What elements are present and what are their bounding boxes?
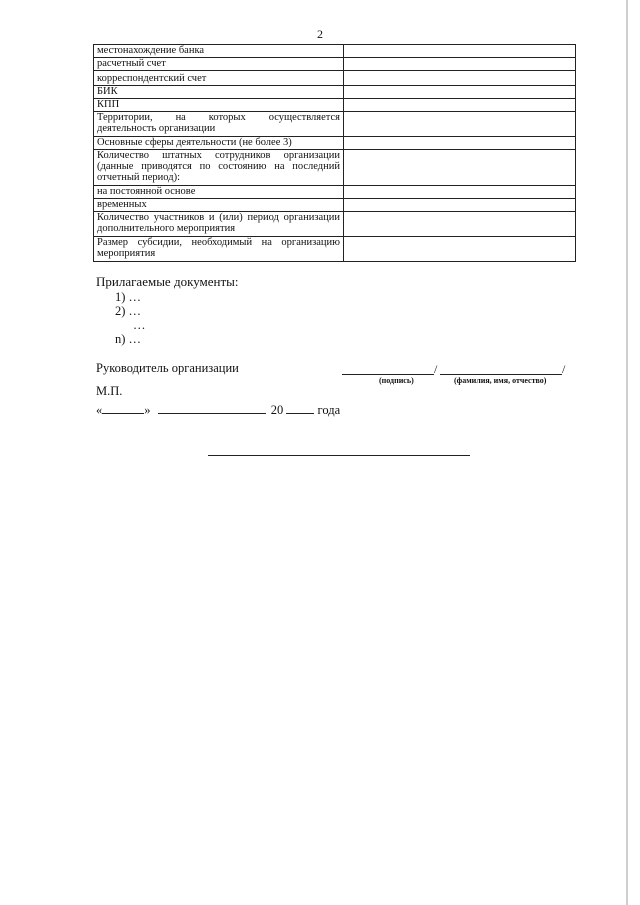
row-label: КПП [94, 99, 344, 112]
list-item: 1) … [115, 290, 142, 304]
list-item: n) … [115, 332, 142, 346]
full-name-caption: (фамилия, имя, отчество) [454, 376, 547, 385]
table-row [94, 199, 576, 212]
row-label: Основные сферы деятельности (не более 3) [94, 137, 344, 150]
attached-documents-heading: Прилагаемые документы: [96, 274, 239, 289]
table-row [94, 99, 576, 112]
table-row [94, 150, 576, 186]
row-label: Количество штатных сотрудников организации (данные приводятся по состоянию на последний отчетный период): [94, 150, 344, 186]
row-value [344, 137, 576, 150]
list-item: 2) … [115, 304, 142, 318]
full-name-end-separator: / [562, 362, 566, 376]
row-label: Территории, на которых осуществляется деятельность организации [94, 112, 344, 137]
year-blank [286, 401, 314, 414]
head-of-organization-label: Руководитель организации [96, 361, 239, 375]
signature-caption: (подпись) [379, 376, 414, 385]
row-label: на постоянной основе [94, 186, 344, 199]
full-name-line [440, 374, 562, 375]
row-value [344, 71, 576, 86]
row-value [344, 237, 576, 262]
row-label: Количество участников и (или) период организации дополнительного мероприятия [94, 212, 344, 237]
month-blank [158, 401, 266, 414]
row-value [344, 58, 576, 71]
table-row [94, 186, 576, 199]
row-value [344, 186, 576, 199]
table-row [94, 86, 576, 99]
row-value [344, 199, 576, 212]
table-row [94, 112, 576, 137]
row-value [344, 112, 576, 137]
row-value [344, 150, 576, 186]
row-value [344, 99, 576, 112]
row-value [344, 212, 576, 237]
row-label: Размер субсидии, необходимый на организацию мероприятия [94, 237, 344, 262]
signature-line [342, 374, 434, 375]
table-row [94, 137, 576, 150]
year-suffix: года [317, 403, 341, 417]
date-close-quote: » [144, 403, 151, 417]
page-number: 2 [317, 27, 323, 41]
day-blank [102, 401, 144, 414]
table-row [94, 237, 576, 262]
list-item: … [133, 318, 146, 332]
year-prefix: 20 [270, 403, 284, 417]
row-label: временных [94, 199, 344, 212]
stamp-place-label: М.П. [96, 384, 123, 398]
row-label: расчетный счет [94, 58, 344, 71]
date-open-quote: « [96, 403, 103, 417]
row-label: корреспондентский счет [94, 71, 344, 86]
scan-edge [626, 0, 628, 905]
table-row [94, 45, 576, 58]
table-row [94, 58, 576, 71]
signature-separator: / [434, 362, 438, 376]
table-row [94, 212, 576, 237]
attached-documents-list [115, 290, 146, 346]
date-line [96, 401, 340, 418]
row-value [344, 45, 576, 58]
row-label: местонахождение банка [94, 45, 344, 58]
row-value [344, 86, 576, 99]
organization-info-table [93, 44, 576, 262]
table-row [94, 71, 576, 86]
closing-rule [208, 455, 470, 456]
row-label: БИК [94, 86, 344, 99]
